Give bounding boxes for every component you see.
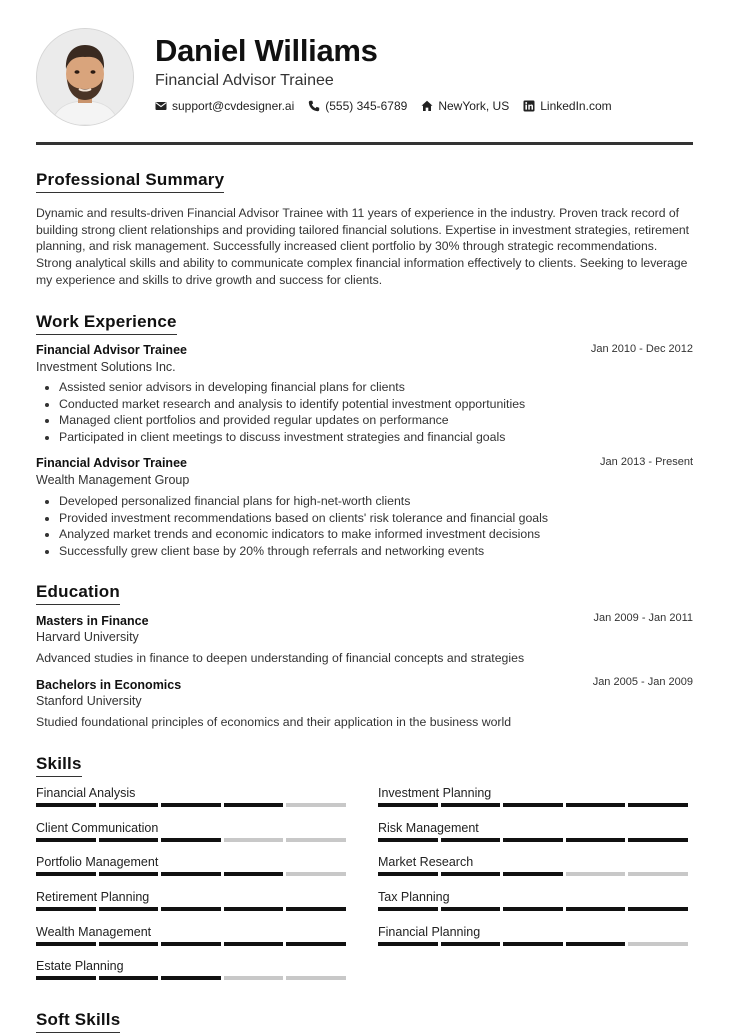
skill-level-segment xyxy=(441,942,501,946)
education-dates: Jan 2009 - Jan 2011 xyxy=(593,612,693,624)
skill-level-segment xyxy=(224,976,284,980)
skill-level-segment xyxy=(286,872,346,876)
job-company: Investment Solutions Inc. xyxy=(36,360,176,374)
resume-page xyxy=(36,0,693,1029)
skill-name: Estate Planning xyxy=(36,959,124,973)
skill-level-segment xyxy=(99,838,159,842)
job-company: Wealth Management Group xyxy=(36,473,190,487)
contact-email[interactable] xyxy=(155,99,294,113)
summary-heading: Professional Summary xyxy=(36,170,224,193)
skill-level-segment xyxy=(628,872,688,876)
skill-level-segment xyxy=(36,942,96,946)
skill-level-segment xyxy=(161,838,221,842)
skill-name: Portfolio Management xyxy=(36,855,159,869)
skill-level-bar xyxy=(36,872,350,876)
skill-item xyxy=(378,786,692,807)
skill-item xyxy=(36,855,350,876)
skill-level-segment xyxy=(286,907,346,911)
skill-level-segment xyxy=(99,872,159,876)
education-description: Studied foundational principles of economics and their application in the business world xyxy=(36,715,512,729)
skill-level-segment xyxy=(99,907,159,911)
skill-level-segment xyxy=(441,907,501,911)
skill-item xyxy=(378,821,692,842)
skill-level-bar xyxy=(378,872,692,876)
envelope-icon xyxy=(155,100,167,112)
skill-level-segment xyxy=(99,942,159,946)
skill-level-segment xyxy=(161,942,221,946)
skill-level-segment xyxy=(36,872,96,876)
skill-item xyxy=(378,925,692,946)
email-text: support@cvdesigner.ai xyxy=(172,99,295,113)
skill-level-segment xyxy=(99,803,159,807)
skill-name: Tax Planning xyxy=(378,890,450,904)
skill-level-segment xyxy=(161,907,221,911)
skill-level-segment xyxy=(161,976,221,980)
job-title: Financial Advisor Trainee xyxy=(36,343,187,357)
skill-level-segment xyxy=(503,872,563,876)
skill-level-segment xyxy=(503,907,563,911)
skill-level-segment xyxy=(441,803,501,807)
resume-header xyxy=(36,0,693,145)
candidate-title: Financial Advisor Trainee xyxy=(155,72,334,89)
job-title: Financial Advisor Trainee xyxy=(36,456,187,470)
skill-item xyxy=(36,821,350,842)
skill-name: Market Research xyxy=(378,855,474,869)
job-bullet: • Participated in client meetings to discuss investment strategies and financial goals xyxy=(59,429,525,446)
skill-level-segment xyxy=(628,803,688,807)
home-icon xyxy=(421,100,433,112)
skill-item xyxy=(36,786,350,807)
school-name: Stanford University xyxy=(36,694,142,708)
skill-level-segment xyxy=(36,976,96,980)
contact-list xyxy=(155,99,626,113)
skill-level-segment xyxy=(628,907,688,911)
summary-text: Dynamic and results-driven Financial Advisor Trainee with 11 years of experience in the industry. Proven track record of building strong client relationships and providing tailored financial solutions. Expertise in investment strategies, retirement planning, and risk management. Successfully increased client portfolio by 30% through strategic recommendations. Strong analytical skills and ability to communicate complex financial information effectively to clients. Seeking to leverage my experience and skills to drive growth and success for clients. xyxy=(36,206,690,287)
skill-level-segment xyxy=(224,838,284,842)
skill-item xyxy=(36,925,350,946)
skill-level-segment xyxy=(224,872,284,876)
contact-phone[interactable] xyxy=(308,99,407,113)
skill-level-bar xyxy=(36,838,350,842)
skill-level-segment xyxy=(378,803,438,807)
skill-level-segment xyxy=(378,942,438,946)
skill-level-bar xyxy=(36,803,350,807)
linkedin-icon xyxy=(523,100,535,112)
skill-level-segment xyxy=(224,803,284,807)
skill-level-segment xyxy=(286,942,346,946)
skill-level-segment xyxy=(566,907,626,911)
skill-level-segment xyxy=(378,838,438,842)
job-bullets xyxy=(36,493,548,560)
job-bullet: • Conducted market research and analysis to identify potential investment opportunities xyxy=(59,396,525,413)
skill-level-segment xyxy=(566,803,626,807)
skill-level-segment xyxy=(36,907,96,911)
skill-level-segment xyxy=(36,838,96,842)
skill-level-segment xyxy=(378,907,438,911)
linkedin-text: LinkedIn.com xyxy=(540,99,612,113)
skill-level-segment xyxy=(628,838,688,842)
skill-level-bar xyxy=(36,942,350,946)
skill-name: Financial Planning xyxy=(378,925,481,939)
skill-level-bar xyxy=(36,907,350,911)
profile-photo xyxy=(37,29,133,125)
location-text: NewYork, US xyxy=(438,99,510,113)
skill-item xyxy=(378,855,692,876)
skill-level-segment xyxy=(286,803,346,807)
degree-title: Masters in Finance xyxy=(36,614,149,628)
skill-level-bar xyxy=(378,838,692,842)
skill-level-segment xyxy=(286,838,346,842)
job-dates: Jan 2013 - Present xyxy=(600,456,693,468)
skill-level-segment xyxy=(224,907,284,911)
job-bullet: • Provided investment recommendations based on clients' risk tolerance and financial goals xyxy=(59,510,548,527)
skill-level-segment xyxy=(161,872,221,876)
job-bullet: • Developed personalized financial plans for high-net-worth clients xyxy=(59,493,548,510)
skill-name: Financial Analysis xyxy=(36,786,136,800)
skill-level-segment xyxy=(628,942,688,946)
skill-level-bar xyxy=(378,942,692,946)
job-bullets xyxy=(36,379,525,446)
skill-level-segment xyxy=(36,803,96,807)
skill-level-segment xyxy=(503,942,563,946)
avatar xyxy=(36,28,134,126)
skills-heading: Skills xyxy=(36,754,82,777)
skill-level-segment xyxy=(441,838,501,842)
contact-location xyxy=(421,99,509,113)
education-description: Advanced studies in finance to deepen understanding of financial concepts and strategies xyxy=(36,651,525,665)
skill-name: Wealth Management xyxy=(36,925,152,939)
skill-level-segment xyxy=(378,872,438,876)
skill-level-bar xyxy=(378,803,692,807)
skill-level-segment xyxy=(286,976,346,980)
skill-level-segment xyxy=(566,872,626,876)
education-heading: Education xyxy=(36,582,120,605)
skill-level-segment xyxy=(224,942,284,946)
contact-linkedin[interactable] xyxy=(523,99,611,113)
skill-item xyxy=(36,890,350,911)
skill-level-segment xyxy=(503,838,563,842)
skill-level-segment xyxy=(503,803,563,807)
degree-title: Bachelors in Economics xyxy=(36,678,182,692)
job-bullet: • Analyzed market trends and economic indicators to make informed investment decisions xyxy=(59,526,548,543)
skill-level-segment xyxy=(566,838,626,842)
job-bullet: • Managed client portfolios and provided regular updates on performance xyxy=(59,412,525,429)
skill-name: Investment Planning xyxy=(378,786,492,800)
phone-icon xyxy=(308,100,320,112)
school-name: Harvard University xyxy=(36,630,139,644)
skill-item xyxy=(378,890,692,911)
skill-name: Retirement Planning xyxy=(36,890,150,904)
skill-level-bar xyxy=(378,907,692,911)
job-dates: Jan 2010 - Dec 2012 xyxy=(590,343,693,355)
soft-skills-heading: Soft Skills xyxy=(36,1010,120,1033)
skill-level-segment xyxy=(441,872,501,876)
skill-level-segment xyxy=(161,803,221,807)
work-heading: Work Experience xyxy=(36,312,177,335)
skill-name: Risk Management xyxy=(378,821,479,835)
job-bullet: • Assisted senior advisors in developing financial plans for clients xyxy=(59,379,525,396)
candidate-name: Daniel Williams xyxy=(155,33,378,68)
skill-name: Client Communication xyxy=(36,821,159,835)
job-bullet: • Successfully grew client base by 20% through referrals and networking events xyxy=(59,543,548,560)
skill-item xyxy=(36,959,350,980)
education-dates: Jan 2005 - Jan 2009 xyxy=(592,676,693,688)
skill-level-segment xyxy=(566,942,626,946)
skill-level-segment xyxy=(99,976,159,980)
phone-text: (555) 345-6789 xyxy=(325,99,408,113)
skill-level-bar xyxy=(36,976,350,980)
